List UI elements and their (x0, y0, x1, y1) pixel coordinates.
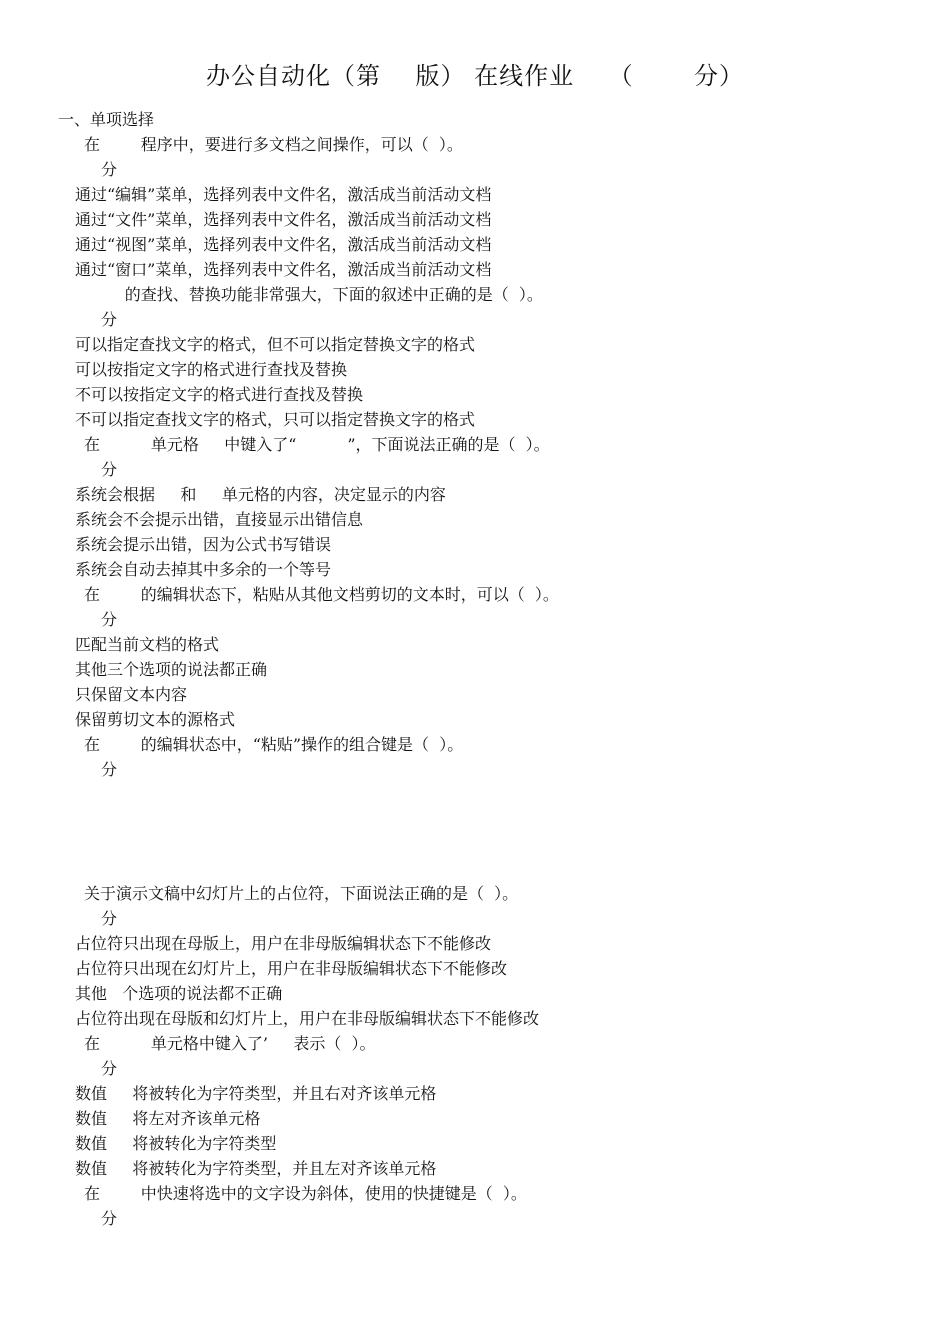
question-1-option-3: 通过“视图”菜单，选择列表中文件名，激活成当前活动文档 (75, 235, 492, 254)
question-1-option-2: 通过“文件”菜单，选择列表中文件名，激活成当前活动文档 (75, 210, 492, 229)
question-6-option-4: 占位符出现在母版和幻灯片上，用户在非母版编辑状态下不能修改 (75, 1009, 540, 1028)
question-score-5: 分 (101, 760, 118, 779)
question-score-7: 分 (101, 1059, 118, 1078)
question-stem-8: 在 中快速将选中的文字设为斜体，使用的快捷键是（ ）。 (84, 1184, 527, 1203)
question-2-option-3: 不可以按指定文字的格式进行查找及替换 (75, 385, 364, 404)
question-stem-3: 在 单元格 中键入了“ ”，下面说法正确的是（ ）。 (84, 435, 550, 454)
question-4-option-3: 只保留文本内容 (75, 685, 188, 704)
question-6-option-3: 其他 个选项的说法都不正确 (75, 984, 283, 1003)
question-7-option-1: 数值 将被转化为字符类型，并且右对齐该单元格 (75, 1084, 437, 1103)
question-stem-2: 的查找、替换功能非常强大，下面的叙述中正确的是（ ）。 (84, 285, 543, 304)
question-score-3: 分 (101, 460, 118, 479)
question-score-6: 分 (101, 909, 118, 928)
question-2-option-4: 不可以指定查找文字的格式，只可以指定替换文字的格式 (75, 410, 476, 429)
question-score-8: 分 (101, 1209, 118, 1228)
question-4-option-1: 匹配当前文档的格式 (75, 635, 220, 654)
question-2-option-2: 可以按指定文字的格式进行查找及替换 (75, 360, 348, 379)
question-3-option-2: 系统会不会提示出错，直接显示出错信息 (75, 510, 364, 529)
question-stem-1: 在 程序中，要进行多文档之间操作，可以（ ）。 (84, 135, 463, 154)
question-3-option-4: 系统会自动去掉其中多余的一个等号 (75, 560, 332, 579)
question-6-option-1: 占位符只出现在母版上，用户在非母版编辑状态下不能修改 (75, 934, 492, 953)
question-1-option-1: 通过“编辑”菜单，选择列表中文件名，激活成当前活动文档 (75, 185, 492, 204)
question-4-option-4: 保留剪切文本的源格式 (75, 710, 236, 729)
document-title: 办公自动化（第 版） 在线作业 （ 分） (205, 62, 745, 90)
question-3-option-1: 系统会根据 和 单元格的内容，决定显示的内容 (75, 485, 446, 504)
question-3-option-3: 系统会提示出错，因为公式书写错误 (75, 535, 332, 554)
question-2-option-1: 可以指定查找文字的格式，但不可以指定替换文字的格式 (75, 335, 476, 354)
question-stem-5: 在 的编辑状态中，“粘贴”操作的组合键是（ ）。 (84, 735, 464, 754)
question-stem-7: 在 单元格中键入了’ 表示（ ）。 (84, 1034, 376, 1053)
question-4-option-2: 其他三个选项的说法都正确 (75, 660, 268, 679)
section-heading: 一、单项选择 (58, 110, 155, 129)
question-6-option-2: 占位符只出现在幻灯片上，用户在非母版编辑状态下不能修改 (75, 959, 508, 978)
question-7-option-3: 数值 将被转化为字符类型 (75, 1134, 277, 1153)
question-1-option-4: 通过“窗口”菜单，选择列表中文件名，激活成当前活动文档 (75, 260, 492, 279)
question-stem-4: 在 的编辑状态下，粘贴从其他文档剪切的文本时，可以（ ）。 (84, 585, 559, 604)
question-7-option-2: 数值 将左对齐该单元格 (75, 1109, 261, 1128)
question-score-4: 分 (101, 610, 118, 629)
question-score-1: 分 (101, 160, 118, 179)
question-score-2: 分 (101, 310, 118, 329)
question-7-option-4: 数值 将被转化为字符类型，并且左对齐该单元格 (75, 1159, 437, 1178)
question-stem-6: 关于演示文稿中幻灯片上的占位符，下面说法正确的是（ ）。 (84, 884, 519, 903)
